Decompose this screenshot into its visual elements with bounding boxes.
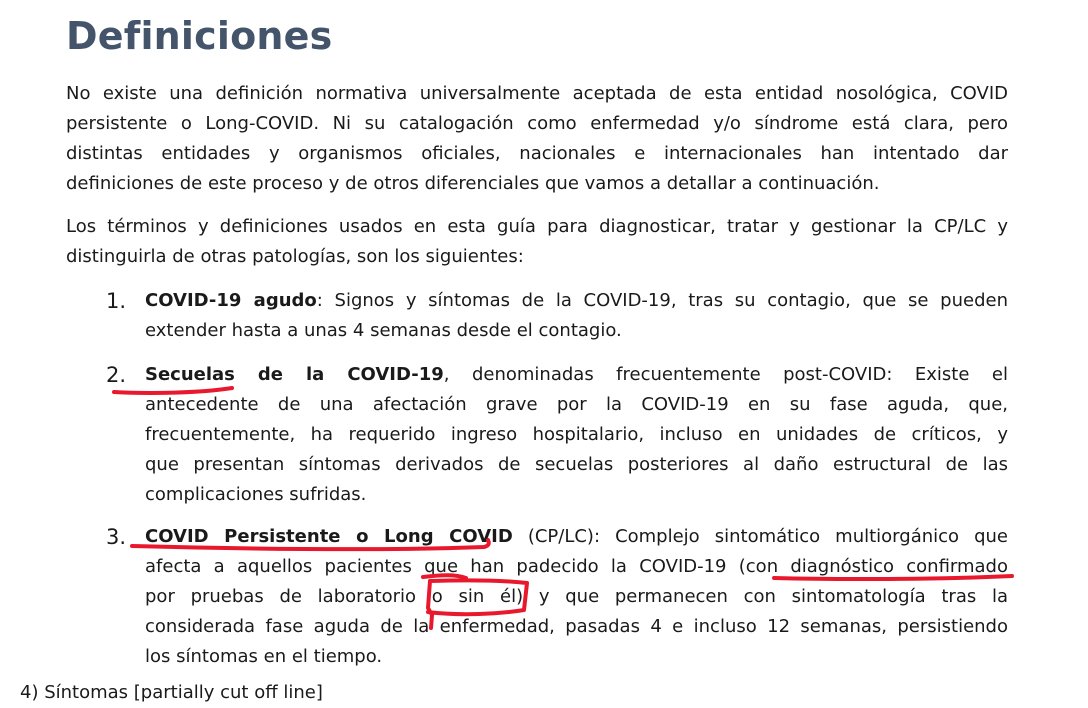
text-line: afecta a aquellos pacientes que han padecido la COVID-19 (con diagnóstico confirmado (145, 556, 1008, 577)
text-line: Los términos y definiciones usados en esta guía para diagnosticar, tratar y gestionar la CP/LC y (66, 216, 1008, 237)
text-line: antecedente de una afectación grave por la COVID-19 en su fase aguda, que, (145, 394, 1008, 415)
term-label: Secuelas de la COVID-19 (145, 364, 444, 385)
terms-paragraph (66, 212, 1008, 272)
list-item-body (145, 522, 1008, 672)
list-item-body (145, 360, 1008, 510)
list-number: 3. (106, 525, 127, 549)
text-line: distinguirla de otras patologías, son los siguientes: (66, 246, 524, 267)
text-line: que presentan síntomas derivados de secuelas posteriores al daño estructural de las (145, 454, 1008, 475)
text-line (145, 522, 1008, 552)
text-line: considerada fase aguda de la enfermedad, pasadas 4 e incluso 12 semanas, persistiendo (145, 616, 1008, 637)
text-line: complicaciones sufridas. (145, 484, 367, 505)
text-line: definiciones de este proceso y de otros diferenciales que vamos a detallar a continuación. (66, 173, 880, 194)
text-line: frecuentemente, ha requerido ingreso hospitalario, incluso en unidades de críticos, y (145, 424, 1008, 445)
text-line: extender hasta a unas 4 semanas desde el contagio. (145, 320, 622, 341)
text-line: distintas entidades y organismos oficiales, nacionales e internacionales han intentado dar (66, 143, 1008, 164)
text-line (145, 360, 1008, 390)
text-line: los síntomas en el tiempo. (145, 646, 383, 667)
cut-off-line (20, 676, 1020, 703)
page-title: Definiciones (66, 14, 333, 58)
term-label: COVID-19 agudo (145, 290, 317, 311)
list-number: 1. (106, 289, 127, 313)
text-line (145, 286, 1008, 316)
text-line: por pruebas de laboratorio o sin él) y que permanecen con sintomatología tras la (145, 586, 1008, 607)
text-line: No existe una definición normativa universalmente aceptada de esta entidad nosológica, COVID (66, 83, 1008, 104)
term-label: COVID Persistente o Long COVID (145, 526, 513, 547)
text-line: persistente o Long-COVID. Ni su catalogación como enfermedad y/o síndrome está clara, pero (66, 113, 1008, 134)
intro-paragraph (66, 79, 1008, 199)
term-description: : Signos y síntomas de la COVID-19, tras su contagio, que se pueden (316, 290, 1008, 311)
list-item-body (145, 286, 1008, 346)
term-description: (CP/LC): Complejo sintomático multiorgánico que (512, 526, 1008, 547)
cut-off-text: 4) Síntomas [partially cut off line] (20, 682, 323, 703)
list-number: 2. (106, 363, 127, 387)
term-description: , denominadas frecuentemente post-COVID: Existe el (443, 364, 1008, 385)
